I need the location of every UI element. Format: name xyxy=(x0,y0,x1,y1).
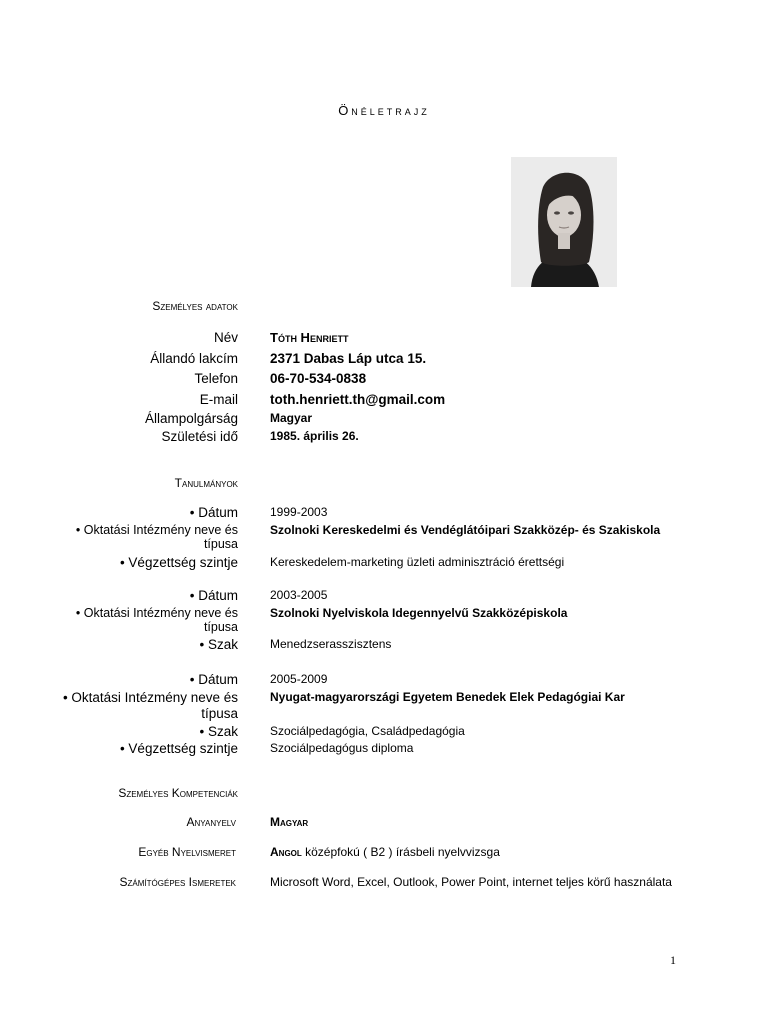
edu2-date: 2003-2005 xyxy=(270,588,328,602)
edu3-major-label: • Szak xyxy=(199,724,238,739)
edu3-date: 2005-2009 xyxy=(270,672,328,686)
education-heading: Tanulmányok xyxy=(174,476,238,490)
language-detail: középfokú ( B2 ) írásbeli nyelvvizsga xyxy=(301,845,500,859)
languages-value xyxy=(270,845,740,860)
mother-tongue-value: Magyar xyxy=(270,815,309,829)
label-email: E-mail xyxy=(199,392,238,407)
portrait-image xyxy=(511,157,617,287)
language-name: Angol xyxy=(270,845,302,859)
edu3-level: Szociálpedagógus diploma xyxy=(270,741,414,755)
edu1-inst-label: • Oktatási Intézmény neve és típusa xyxy=(75,523,238,551)
label-name: Név xyxy=(213,330,238,345)
edu1-level-label: • Végzettség szintje xyxy=(119,555,238,570)
value-phone: 06-70-534-0838 xyxy=(270,371,367,386)
edu2-institution: Szolnoki Nyelviskola Idegennyelvű Szakközépiskola xyxy=(270,606,568,620)
edu3-major: Szociálpedagógia, Családpedagógia xyxy=(270,724,465,738)
edu3-institution: Nyugat-magyarországi Egyetem Benedek Elek Pedagógiai Kar xyxy=(270,690,625,704)
languages-label: Egyéb Nyelvismeret xyxy=(138,845,236,859)
competencies-heading: Személyes Kompetenciák xyxy=(118,786,238,800)
edu1-level: Kereskedelem-marketing üzleti adminisztráció érettségi xyxy=(270,555,565,569)
mother-tongue-label: Anyanyelv xyxy=(186,815,236,829)
computer-value: Microsoft Word, Excel, Outlook, Power Point, internet teljes körű használata xyxy=(270,875,672,889)
edu3-inst-label: • Oktatási Intézmény neve és típusa xyxy=(62,690,238,721)
edu2-major: Menedzserasszisztens xyxy=(270,637,392,651)
value-address: 2371 Dabas Láp utca 15. xyxy=(270,351,427,366)
edu2-date-label: • Dátum xyxy=(189,588,238,603)
edu2-major-label: • Szak xyxy=(199,637,238,652)
document-title: Önéletrajz xyxy=(338,103,430,118)
personal-heading: Személyes adatok xyxy=(152,299,238,313)
value-birthdate: 1985. április 26. xyxy=(270,429,359,443)
edu2-inst-label: • Oktatási Intézmény neve és típusa xyxy=(75,606,238,634)
edu1-date-label: • Dátum xyxy=(189,505,238,520)
profile-photo xyxy=(511,157,617,287)
label-phone: Telefon xyxy=(194,371,238,386)
edu3-date-label: • Dátum xyxy=(189,672,238,687)
page-number: 1 xyxy=(670,953,676,967)
value-citizenship: Magyar xyxy=(270,411,313,425)
value-email: toth.henriett.th@gmail.com xyxy=(270,392,446,407)
computer-label: Számítógépes Ismeretek xyxy=(119,875,236,889)
edu1-institution: Szolnoki Kereskedelmi és Vendéglátóipari Szakközép- és Szakiskola xyxy=(270,523,661,537)
label-citizenship: Állampolgárság xyxy=(144,411,238,426)
value-name: Tóth Henriett xyxy=(270,330,349,345)
label-address: Állandó lakcím xyxy=(150,351,238,366)
edu1-date: 1999-2003 xyxy=(270,505,328,519)
edu3-level-label: • Végzettség szintje xyxy=(119,741,238,756)
label-birthdate: Születési idő xyxy=(161,429,238,444)
